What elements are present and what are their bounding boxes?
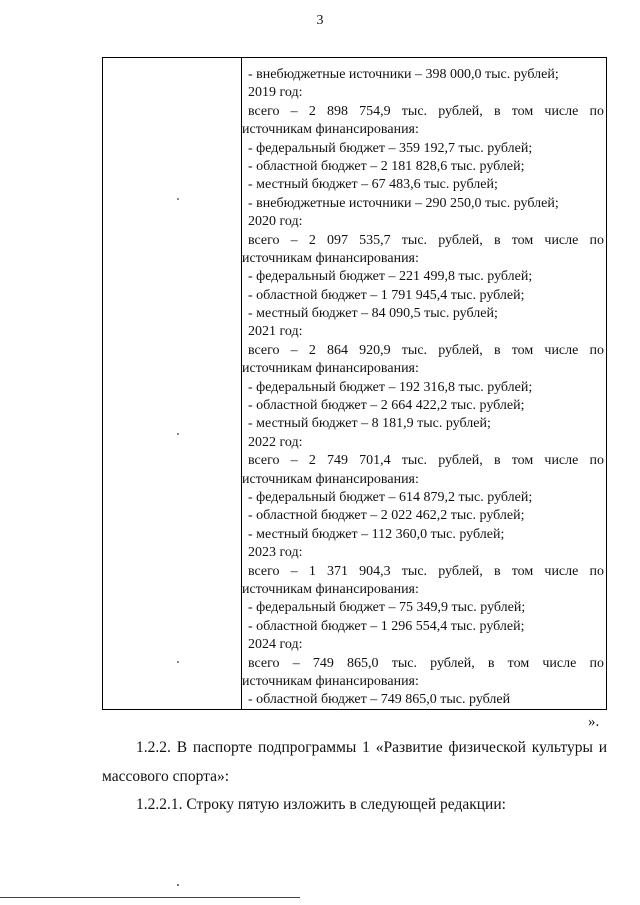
table-line: 2021 год:: [248, 324, 303, 340]
scan-speck: [177, 884, 179, 886]
table-line: - областной бюджет – 2 664 422,2 тыс. рублей;: [248, 398, 525, 414]
table-line: - местный бюджет – 67 483,6 тыс. рублей;: [248, 177, 498, 193]
table-line: источникам финансирования:: [242, 471, 419, 487]
table-line: - федеральный бюджет – 221 499,8 тыс. рублей;: [248, 269, 533, 285]
table-line: источникам финансирования:: [242, 581, 419, 597]
table-line: - местный бюджет – 112 360,0 тыс. рублей;: [248, 526, 505, 542]
table-right-cell: [242, 66, 604, 710]
page-number: 3: [316, 13, 324, 28]
table-line: - областной бюджет – 1 791 945,4 тыс. рублей;: [248, 287, 525, 303]
table-line: 2019 год:: [248, 85, 303, 101]
scan-speck: [177, 661, 179, 663]
scan-speck: [177, 433, 179, 435]
scan-speck: [177, 198, 179, 200]
table-line: - областной бюджет – 1 296 554,4 тыс. рублей;: [248, 618, 525, 634]
table-line: - внебюджетные источники – 398 000,0 тыс. рублей;: [248, 67, 559, 82]
table-line: - федеральный бюджет – 75 349,9 тыс. рублей;: [248, 600, 526, 616]
table-line: всего – 2 898 754,9 тыс. рублей, в том числе по: [248, 103, 604, 119]
table-line: - областной бюджет – 749 865,0 тыс. рублей: [248, 692, 511, 708]
table-line: всего – 2 749 701,4 тыс. рублей, в том числе по: [248, 453, 604, 469]
table-line: - федеральный бюджет – 359 192,7 тыс. рублей;: [248, 140, 533, 156]
table-line: - федеральный бюджет – 614 879,2 тыс. рублей;: [248, 489, 533, 505]
table-line: - внебюджетные источники – 290 250,0 тыс. рублей;: [248, 195, 559, 211]
table-line: 2020 год:: [248, 214, 303, 230]
table-line: 2022 год:: [248, 434, 303, 450]
table-line: всего – 2 864 920,9 тыс. рублей, в том числе по: [248, 342, 604, 358]
table-line: источникам финансирования:: [242, 673, 419, 689]
table-line: источникам финансирования:: [242, 250, 419, 266]
footer-rule: [0, 897, 300, 898]
table-line: 2023 год:: [248, 545, 303, 561]
table-line: - областной бюджет – 2 022 462,2 тыс. рублей;: [248, 508, 525, 524]
table-line: - местный бюджет – 8 181,9 тыс. рублей;: [248, 416, 491, 432]
table-line: 2024 год:: [248, 637, 303, 653]
table-line: всего – 1 371 904,3 тыс. рублей, в том числе по: [248, 563, 604, 579]
paragraph-1-line-1: 1.2.2. В паспорте подпрограммы 1 «Развитие физической культуры и: [136, 739, 607, 756]
funding-table: [102, 57, 607, 710]
paragraph-1-line-2: массового спорта»:: [102, 768, 230, 785]
table-line: всего – 749 865,0 тыс. рублей, в том числе по: [248, 655, 604, 671]
table-line: - областной бюджет – 2 181 828,6 тыс. рублей;: [248, 158, 525, 174]
table-line: источникам финансирования:: [242, 361, 419, 377]
table-line: всего – 2 097 535,7 тыс. рублей, в том числе по: [248, 232, 604, 248]
closing-quote-mark: ».: [588, 714, 600, 730]
table-left-cell: [103, 58, 241, 709]
table-line: - федеральный бюджет – 192 316,8 тыс. рублей;: [248, 379, 533, 395]
table-line: - местный бюджет – 84 090,5 тыс. рублей;: [248, 306, 498, 322]
paragraph-2: 1.2.2.1. Строку пятую изложить в следующей редакции:: [136, 796, 506, 813]
table-line: источникам финансирования:: [242, 122, 419, 138]
